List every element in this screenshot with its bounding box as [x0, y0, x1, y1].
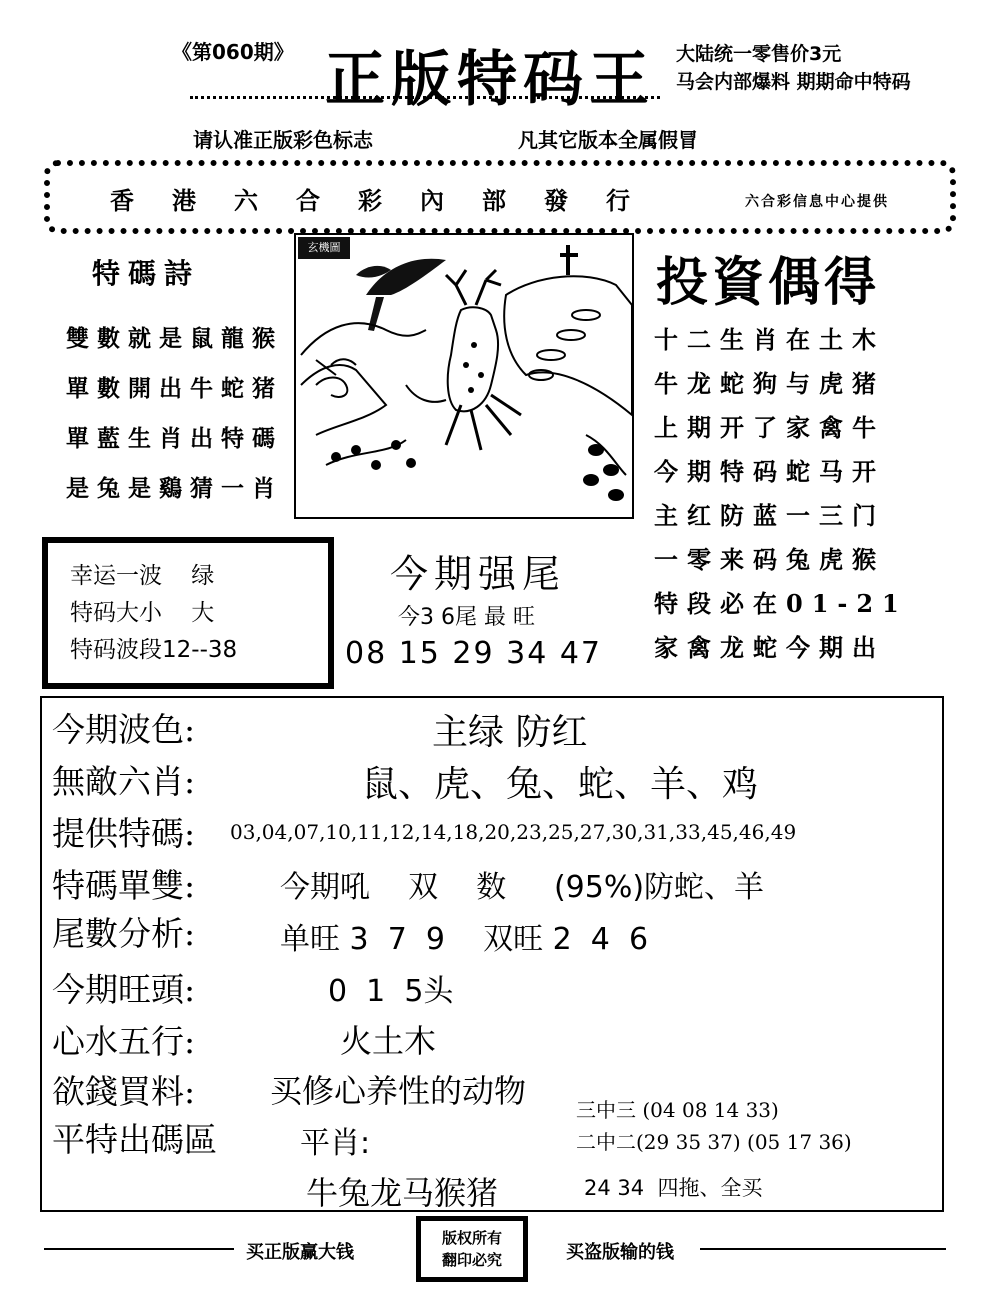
head-label: 今期旺頭:: [52, 970, 196, 1009]
price-line-2: 马会内部爆料 期期命中特码: [676, 71, 911, 93]
title-underline: [190, 96, 660, 107]
six-zodiac-label: 無敵六肖:: [52, 762, 196, 801]
lucky-value: 12--38: [162, 637, 238, 663]
combo-two: 二中二(29 35 37) (05 17 36): [576, 1130, 852, 1154]
invest-line: 一零来码兔虎猴: [654, 545, 885, 574]
lucky-value: 大: [191, 600, 215, 626]
wave-label: 今期波色:: [52, 710, 196, 749]
copyright-stamp: [416, 1216, 528, 1282]
lucky-row: [70, 558, 237, 595]
deer-illustration: [296, 235, 632, 517]
price-info: [676, 40, 911, 96]
poem-line: 雙數就是鼠龍猴: [66, 325, 283, 352]
odd-even-label: 特碼單雙:: [52, 866, 196, 905]
combo-three: 三中三 (04 08 14 33): [576, 1098, 779, 1122]
codes-value: 03,04,07,10,11,12,14,18,20,23,25,27,30,31,33,45,46,49: [230, 820, 797, 844]
invest-line: 特段必在01-21: [654, 589, 908, 618]
flat-zodiac: 牛兔龙马猴猪: [306, 1174, 499, 1212]
combo-drag: 24 34 四拖、全买: [584, 1176, 763, 1200]
stamp-line-2: 翻印必究: [441, 1251, 502, 1269]
poem-lines: [66, 314, 283, 514]
footer-line-right: [700, 1248, 946, 1250]
invest-line: 牛龙蛇狗与虎猪: [654, 369, 885, 398]
tail-label: 尾數分析:: [52, 914, 196, 953]
strong-tail-title: 今期强尾: [390, 552, 567, 596]
footer-line-left: [44, 1248, 234, 1250]
lucky-list: [70, 558, 237, 669]
strong-tail-numbers: 08 15 29 34 47: [345, 636, 603, 671]
poem-line: 單數開出牛蛇猪: [66, 375, 283, 402]
invest-lines: [654, 318, 908, 670]
element-label: 心水五行:: [52, 1022, 196, 1061]
lucky-label: 幸运一波: [70, 563, 162, 589]
money-label: 欲錢買料:: [52, 1072, 196, 1111]
invest-line: 上期开了家禽牛: [654, 413, 885, 442]
strong-tail-sub: 今3 6尾 最 旺: [398, 605, 535, 630]
tail-value: 单旺 3 7 9 双旺 2 4 6: [280, 922, 649, 957]
poem-line: 是兔是鷄猜一肖: [66, 475, 283, 502]
riddle-picture: [294, 233, 634, 519]
lucky-row: [70, 595, 237, 632]
footer-left-text: 买正版赢大钱: [246, 1242, 354, 1263]
poem-title: 特碼詩: [92, 257, 201, 290]
six-zodiac-value: 鼠、虎、兔、蛇、羊、鸡: [362, 764, 759, 805]
lucky-label: 特码大小: [70, 600, 162, 626]
invest-line: 主红防蓝一三门: [654, 501, 885, 530]
stamp-line-1: 版权所有: [441, 1229, 502, 1247]
page-title: 正版特码王: [325, 45, 655, 115]
price-line-1: 大陆统一零售价3元: [676, 43, 842, 65]
banner-text: 香港六合彩內部發行: [110, 186, 668, 215]
invest-line: 十二生肖在土木: [654, 325, 885, 354]
head-value: 0 1 5头: [328, 974, 454, 1009]
issue-number: 《第060期》: [172, 40, 294, 64]
notice-genuine: 请认准正版彩色标志: [193, 128, 373, 152]
lucky-row: [70, 632, 237, 669]
odd-even-value: 今期吼 双 数 (95%)防蛇、羊: [280, 870, 765, 905]
lucky-label: 特码波段: [70, 637, 162, 663]
footer-right-text: 买盗版输的钱: [566, 1242, 674, 1263]
invest-title: 投資偶得: [656, 252, 881, 313]
lucky-value: 绿: [191, 563, 215, 589]
flat-label: 平特出碼區: [52, 1120, 217, 1159]
wave-value: 主绿 防红: [432, 712, 588, 753]
poem-line: 單藍生肖出特碼: [66, 425, 283, 452]
invest-line: 今期特码蛇马开: [654, 457, 885, 486]
element-value: 火土木: [340, 1022, 437, 1060]
notice-fake: 凡其它版本全属假冒: [518, 128, 698, 152]
money-value: 买修心养性的动物: [270, 1072, 527, 1110]
banner-note: 六合彩信息中心提供: [745, 194, 889, 210]
codes-label: 提供特碼:: [52, 814, 196, 853]
invest-line: 家禽龙蛇今期出: [654, 633, 885, 662]
flat-sub: 平肖:: [300, 1126, 371, 1161]
picture-tag: 玄機圖: [298, 237, 350, 259]
